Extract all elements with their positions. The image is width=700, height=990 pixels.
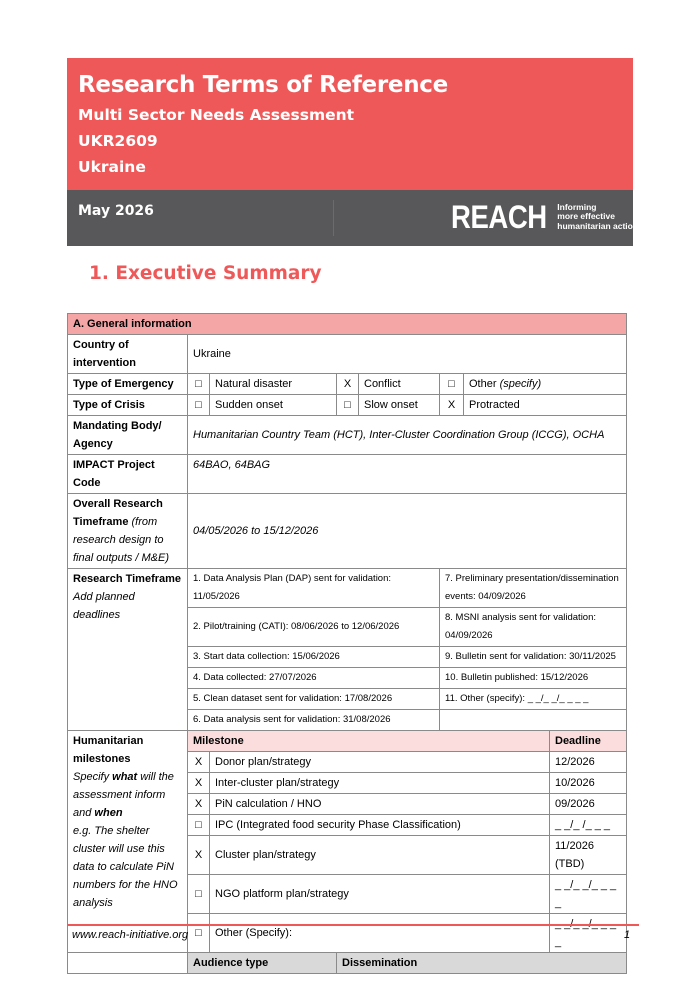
timeframe-step: 4. Data collected: 27/07/2026 xyxy=(188,668,440,689)
milestone-label: NGO platform plan/strategy xyxy=(210,875,550,914)
footer-rule xyxy=(67,924,639,926)
milestone-deadline: 10/2026 xyxy=(550,773,627,794)
checkbox: □ xyxy=(188,914,210,953)
checkbox: X xyxy=(188,794,210,815)
country-label: Country of intervention xyxy=(68,335,188,374)
section-title: 1. Executive Summary xyxy=(89,263,322,284)
option-label: Natural disaster xyxy=(210,374,337,395)
milestone-deadline: _ _/_ /_ _ _ xyxy=(550,815,627,836)
milestones-label: Humanitarian milestones Specify what will the assessment inform and when e.g. The shelter cluster will use this data to calculate PiN numbers for the HNO analysis xyxy=(68,731,188,953)
general-information-table xyxy=(67,313,627,974)
checkbox: X xyxy=(188,752,210,773)
milestone-deadline: 11/2026 (TBD) xyxy=(550,836,627,875)
timeframe-step: 11. Other (specify): _ _/_ _/_ _ _ _ xyxy=(440,689,627,710)
document-subtitle: Multi Sector Needs Assessment xyxy=(78,106,355,124)
footer-url[interactable]: www.reach-initiative.org xyxy=(72,929,189,941)
milestone-label: Donor plan/strategy xyxy=(210,752,550,773)
date-bar xyxy=(67,190,639,246)
option-label: Other (specify) xyxy=(464,374,627,395)
crisis-label: Type of Crisis xyxy=(68,395,188,416)
milestone-label: Inter-cluster plan/strategy xyxy=(210,773,550,794)
country-value: Ukraine xyxy=(188,335,627,374)
checkbox: □ xyxy=(188,875,210,914)
checkbox: X xyxy=(440,395,464,416)
deadline-header: Deadline xyxy=(550,731,627,752)
checkbox: □ xyxy=(188,815,210,836)
crisis-row xyxy=(68,395,627,416)
document-date: May 2026 xyxy=(78,203,154,219)
timeframe-step: 2. Pilot/training (CATI): 08/06/2026 to 12/06/2026 xyxy=(188,608,440,647)
checkbox: □ xyxy=(188,395,210,416)
audience-header: Audience type xyxy=(188,953,337,974)
project-code-value: 64BAO, 64BAG xyxy=(188,455,627,494)
timeframe-step: 6. Data analysis sent for validation: 31/08/2026 xyxy=(188,710,440,731)
checkbox: X xyxy=(188,836,210,875)
timeframe-step: 8. MSNI analysis sent for validation: 04/09/2026 xyxy=(440,608,627,647)
mandating-label: Mandating Body/ Agency xyxy=(68,416,188,455)
dissemination-header: Dissemination xyxy=(337,953,627,974)
page-number: 1 xyxy=(624,929,631,941)
milestone-deadline: 12/2026 xyxy=(550,752,627,773)
timeframe-step: 1. Data Analysis Plan (DAP) sent for validation: 11/05/2026 xyxy=(188,569,440,608)
overall-timeframe-label: Overall Research Timeframe (from research design to final outputs / M&E) xyxy=(68,494,188,569)
option-label: Sudden onset xyxy=(210,395,337,416)
option-label: Conflict xyxy=(359,374,440,395)
milestone-deadline: _ xyxy=(550,914,627,953)
checkbox: □ xyxy=(337,395,359,416)
research-timeframe-label: Research Timeframe Add planned deadlines xyxy=(68,569,188,731)
timeframe-step: 9. Bulletin sent for validation: 30/11/2025 xyxy=(440,647,627,668)
logo-word: REACH xyxy=(451,198,547,235)
timeframe-step: 3. Start data collection: 15/06/2026 xyxy=(188,647,440,668)
mandating-value: Humanitarian Country Team (HCT), Inter-Cluster Coordination Group (ICCG), OCHA xyxy=(188,416,627,455)
document-country: Ukraine xyxy=(78,158,146,176)
milestone-deadline: _ _/_ _/_ _ _ _ xyxy=(550,875,627,914)
empty-cell xyxy=(68,953,188,974)
reach-logo xyxy=(451,199,638,235)
timeframe-step: 10. Bulletin published: 15/12/2026 xyxy=(440,668,627,689)
milestone-label: PiN calculation / HNO xyxy=(210,794,550,815)
milestone-header: Milestone xyxy=(188,731,550,752)
timeframe-step xyxy=(440,710,627,731)
checkbox: □ xyxy=(188,374,210,395)
divider xyxy=(333,200,334,236)
title-banner xyxy=(67,58,633,190)
milestone-label: Cluster plan/strategy xyxy=(210,836,550,875)
emergency-row xyxy=(68,374,627,395)
section-header: A. General information xyxy=(68,314,627,335)
checkbox: X xyxy=(188,773,210,794)
milestone-label: Other (Specify): xyxy=(210,914,550,953)
milestone-label: IPC (Integrated food security Phase Classification) xyxy=(210,815,550,836)
timeframe-step: 7. Preliminary presentation/dissemination events: 04/09/2026 xyxy=(440,569,627,608)
logo-tagline: Informing more effective humanitarian action xyxy=(557,201,639,231)
checkbox: X xyxy=(337,374,359,395)
emergency-label: Type of Emergency xyxy=(68,374,188,395)
overall-timeframe-value: 04/05/2026 to 15/12/2026 xyxy=(188,494,627,569)
project-code-label: IMPACT Project Code xyxy=(68,455,188,494)
document-title: Research Terms of Reference xyxy=(78,72,448,98)
milestone-deadline: 09/2026 xyxy=(550,794,627,815)
option-label: Protracted xyxy=(464,395,627,416)
checkbox: □ xyxy=(440,374,464,395)
timeframe-step: 5. Clean dataset sent for validation: 17/08/2026 xyxy=(188,689,440,710)
document-code: UKR2609 xyxy=(78,132,158,150)
option-label: Slow onset xyxy=(359,395,440,416)
